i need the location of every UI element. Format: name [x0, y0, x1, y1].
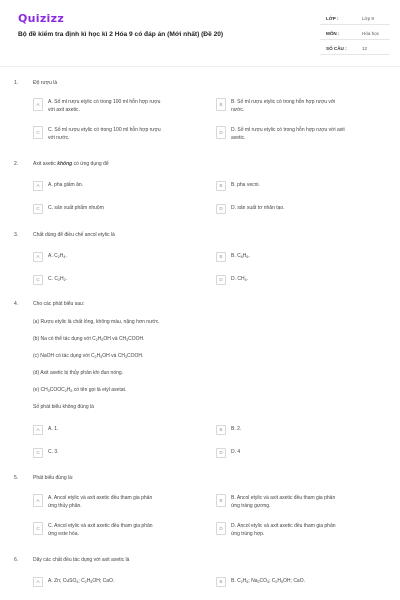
option-text: C. $C_2H_2$.: [48, 276, 68, 282]
option-text: D. $CH_4$.: [231, 276, 249, 282]
option-text: C. sản xuất phẩm nhuộm: [48, 205, 104, 211]
option-letter-box: D: [216, 204, 226, 214]
option-text: C. Ancol etylic và axit axetic đều tham gia phản ứng este hóa.: [48, 523, 153, 537]
question-number: 4.: [14, 301, 19, 307]
option-text: B. pha vecni.: [231, 182, 260, 188]
option-letter-box: B: [216, 425, 226, 435]
question-number: 5.: [14, 475, 19, 481]
header-divider: [0, 66, 400, 67]
option-letter-box: A: [33, 494, 43, 507]
question-text: Axit axetic không có ứng dụng để: [33, 161, 109, 167]
meta-label: MÔN :: [326, 31, 340, 36]
question-prompt: Số phát biểu không đúng là: [33, 404, 94, 410]
option-text: A. Số ml rượu etylic có trong 100 ml hỗn hợp rượu với axit axetic.: [48, 99, 161, 113]
option-text: A. pha giấm ăn.: [48, 182, 84, 188]
page-title: Bộ đề kiểm tra định kì học kì 2 Hóa 9 có đáp án (Mới nhất) (Đề 20): [18, 31, 224, 38]
option-text: C. 3.: [48, 449, 59, 455]
question-text: Chất dùng để điều chế ancol etylic là: [33, 232, 115, 238]
meta-row-count: [320, 42, 390, 55]
option-letter-box: B: [216, 577, 226, 587]
option-text: B. 2.: [231, 426, 242, 432]
option-text: C. Số ml rượu etylic có trong 100 ml hỗn hợp rượu với nước.: [48, 127, 161, 141]
option-text: D. Ancol etylic và axit axetic đều tham gia phản ứng trùng hợp.: [231, 523, 336, 537]
worksheet-header: [0, 0, 400, 64]
option-letter-box: D: [216, 126, 226, 139]
option-text: B. $C_2H_6$; $Na_2CO_3$; $C_2H_5OH$; CaO.: [231, 578, 305, 584]
option-text: D. Số ml rượu etylic có trong hỗn hợp rượu với axit axetic.: [231, 127, 345, 141]
option-text: A. $C_2H_4$.: [48, 253, 67, 259]
option-text: B. Ancol etylic và axit axetic đều tham gia phản ứng tráng gương.: [231, 495, 336, 509]
option-text: A. Ancol etylic và axit axetic đều tham gia phản ứng thủy phân.: [48, 495, 153, 509]
emphasis-word: không: [57, 161, 73, 167]
statement-d: (d) Axit axetic bị thủy phân khi đun nóng.: [33, 370, 124, 376]
meta-value: 12: [362, 46, 368, 51]
meta-value: Lớp 9: [362, 16, 374, 21]
option-letter-box: A: [33, 252, 43, 262]
meta-label: LỚP :: [326, 16, 339, 21]
statement-a: (a) Rượu etylic là chất lỏng, không màu, nặng hơn nước.: [33, 319, 160, 325]
question-number: 2.: [14, 161, 19, 167]
option-letter-box: C: [33, 522, 43, 535]
option-text: B. $C_6H_6$.: [231, 253, 250, 259]
question-number: 3.: [14, 232, 19, 238]
quizizz-logo: Quizizz: [18, 12, 65, 25]
option-letter-box: D: [216, 275, 226, 285]
option-text: D. 4: [231, 449, 241, 455]
option-letter-box: A: [33, 577, 43, 587]
meta-label: SỐ CÂU :: [326, 46, 347, 51]
statement-b: (b) Na có thể tác dụng với $C_2H_5OH$ và $CH_3COOH$.: [33, 336, 145, 342]
option-letter-box: D: [216, 522, 226, 535]
option-letter-box: D: [216, 448, 226, 458]
option-letter-box: C: [33, 204, 43, 214]
statement-e: (e) $CH_3COOC_2H_5$ có tên gọi là etyl axetat.: [33, 387, 127, 393]
option-letter-box: A: [33, 98, 43, 111]
option-letter-box: C: [33, 448, 43, 458]
option-text: A. 1.: [48, 426, 59, 432]
option-text: D. sản xuất tơ nhân tạo.: [231, 205, 285, 211]
option-letter-box: C: [33, 275, 43, 285]
question-text: Phát biểu đúng là:: [33, 475, 74, 481]
option-text: B. Số ml rượu etylic có trong hỗn hợp rượu với nước.: [231, 99, 336, 113]
option-letter-box: B: [216, 98, 226, 111]
question-number: 6.: [14, 557, 19, 563]
option-letter-box: B: [216, 252, 226, 262]
statement-c: (c) NaOH có tác dụng với $C_2H_5OH$ và $CH_3COOH$.: [33, 353, 144, 359]
question-number: 1.: [14, 80, 19, 86]
option-text: A. Zn; CuSO$_4$; $C_2H_5OH$; CaO.: [48, 578, 115, 584]
question-text: Dãy các chất đều tác dụng với axit axetic là: [33, 557, 130, 563]
option-letter-box: B: [216, 494, 226, 507]
option-letter-box: B: [216, 181, 226, 191]
option-letter-box: A: [33, 425, 43, 435]
option-letter-box: C: [33, 126, 43, 139]
question-text: Độ rượu là: [33, 80, 58, 86]
meta-row-grade: [320, 12, 390, 25]
meta-row-subject: [320, 27, 390, 40]
option-letter-box: A: [33, 181, 43, 191]
question-text: Cho các phát biểu sau:: [33, 301, 85, 307]
meta-value: Hóa học: [362, 31, 380, 36]
